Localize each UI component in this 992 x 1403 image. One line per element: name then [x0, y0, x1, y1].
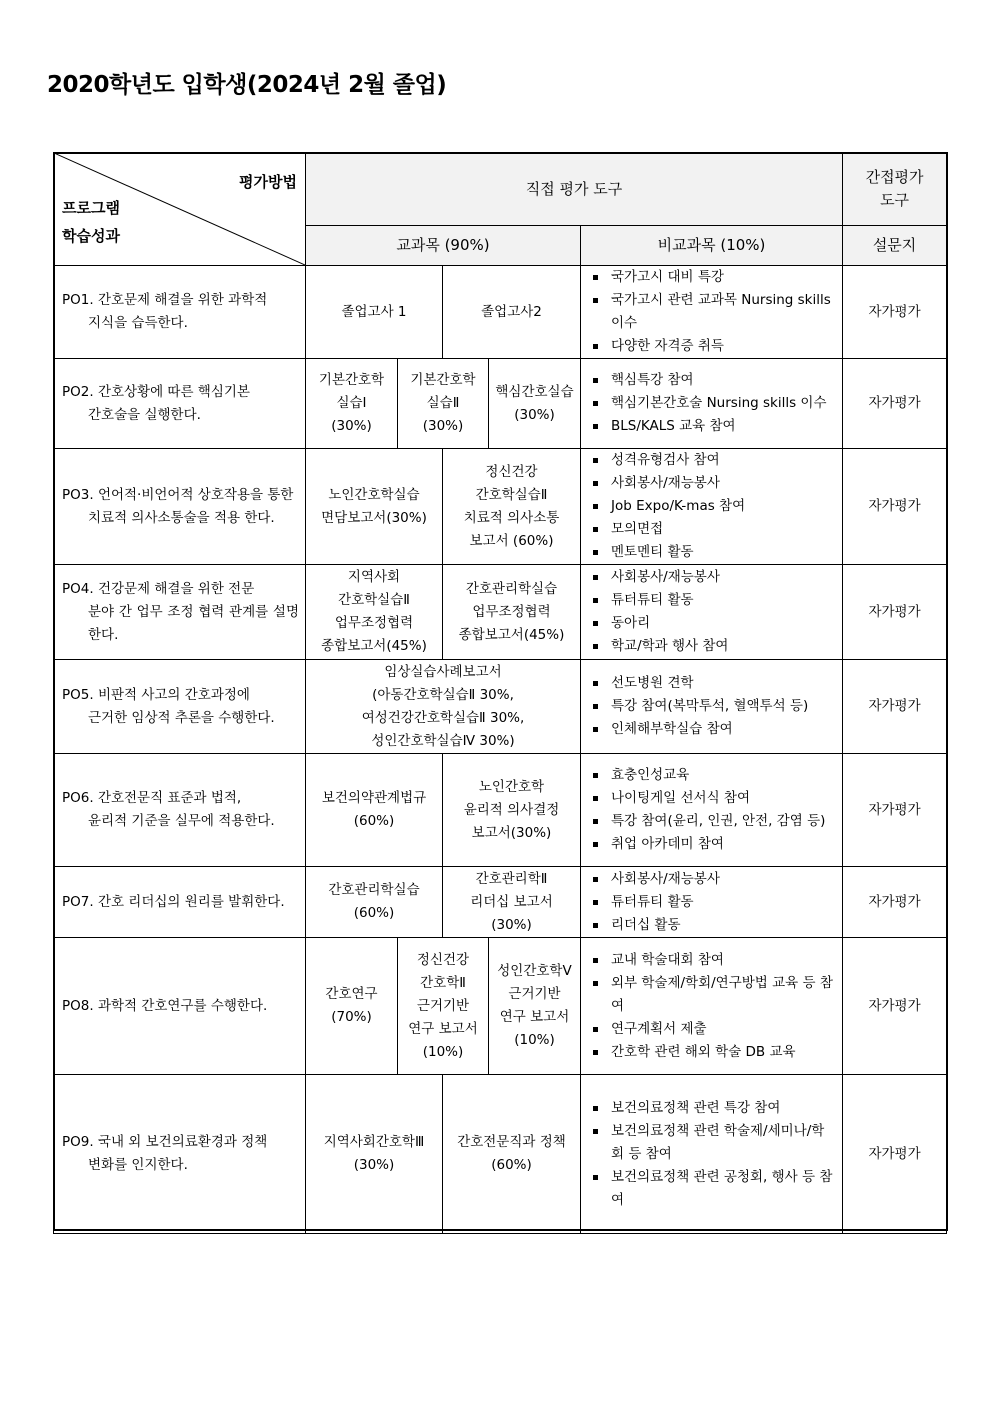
header-direct-tools: 직접 평가 도구	[306, 153, 843, 226]
course-cell: 간호관리학Ⅱ 리더십 보고서 (30%)	[443, 867, 581, 938]
list-item: 취업 아카데미 참여	[589, 833, 834, 856]
list-item: 핵심기본간호술 Nursing skills 이수	[589, 392, 834, 415]
course-cell: 간호관리학실습 (60%)	[306, 867, 443, 938]
noncourse-cell	[581, 266, 843, 359]
list-item: 멘토멘티 활동	[589, 541, 834, 564]
list-item: 사회봉사/재능봉사	[589, 868, 834, 891]
survey-cell: 자가평가	[843, 867, 947, 938]
course-cell: 성인간호학Ⅴ 근거기반 연구 보고서 (10%)	[489, 938, 581, 1075]
po-cell: PO3. 언어적·비언어적 상호작용을 통한 치료적 의사소통술을 적용 한다.	[54, 449, 306, 565]
noncourse-cell	[581, 754, 843, 867]
header-learning-outcome: 학습성과	[62, 227, 120, 245]
noncourse-cell	[581, 660, 843, 754]
list-item: 튜터튜티 활동	[589, 891, 834, 914]
header-indirect-tools: 간접평가 도구	[843, 153, 947, 226]
table-row	[54, 660, 947, 754]
list-item: 성격유형검사 참여	[589, 449, 834, 472]
list-item: 다양한 자격증 취득	[589, 335, 834, 358]
po-cell: PO2. 간호상황에 따른 핵심기본 간호술을 실행한다.	[54, 359, 306, 449]
header-eval-method: 평가방법	[239, 173, 297, 191]
list-item: 외부 학술제/학회/연구방법 교육 등 참여	[589, 972, 834, 1018]
header-noncourse: 비교과목 (10%)	[581, 226, 843, 266]
list-item: 간호학 관련 해외 학술 DB 교육	[589, 1041, 834, 1064]
list-item: 보건의료정책 관련 학술제/세미나/학회 등 참여	[589, 1120, 834, 1166]
survey-cell: 자가평가	[843, 938, 947, 1075]
po-cell: PO5. 비판적 사고의 간호과정에 근거한 임상적 추론을 수행한다.	[54, 660, 306, 754]
list-item: 교내 학술대회 참여	[589, 949, 834, 972]
list-item: 리더십 활동	[589, 914, 834, 937]
evaluation-table	[53, 152, 947, 1234]
list-item: 효충인성교육	[589, 764, 834, 787]
survey-cell: 자가평가	[843, 1075, 947, 1234]
survey-cell: 자가평가	[843, 660, 947, 754]
course-cell: 졸업고사2	[443, 266, 581, 359]
table-row	[54, 449, 947, 565]
noncourse-cell	[581, 359, 843, 449]
course-cell: 핵심간호실습 (30%)	[489, 359, 581, 449]
course-cell: 간호관리학실습 업무조정협력 종합보고서(45%)	[443, 565, 581, 660]
list-item: 인체해부학실습 참여	[589, 718, 834, 741]
list-item: 사회봉사/재능봉사	[589, 566, 834, 589]
po-cell: PO1. 간호문제 해결을 위한 과학적 지식을 습득한다.	[54, 266, 306, 359]
list-item: 핵심특강 참여	[589, 369, 834, 392]
list-item: 국가고시 대비 특강	[589, 266, 834, 289]
noncourse-cell	[581, 867, 843, 938]
survey-cell: 자가평가	[843, 359, 947, 449]
list-item: 동아리	[589, 612, 834, 635]
list-item: BLS/KALS 교육 참여	[589, 415, 834, 438]
table-row	[54, 938, 947, 1075]
table-row	[54, 867, 947, 938]
header-survey: 설문지	[843, 226, 947, 266]
course-cell: 간호연구 (70%)	[306, 938, 398, 1075]
noncourse-cell	[581, 565, 843, 660]
po-cell: PO6. 간호전문직 표준과 법적, 윤리적 기준을 실무에 적용한다.	[54, 754, 306, 867]
po-cell: PO8. 과학적 간호연구를 수행한다.	[54, 938, 306, 1075]
table-row	[54, 754, 947, 867]
list-item: 선도병원 견학	[589, 672, 834, 695]
list-item: 모의면접	[589, 518, 834, 541]
list-item: 특강 참여(윤리, 인권, 안전, 감염 등)	[589, 810, 834, 833]
table-row	[54, 565, 947, 660]
page-title: 2020학년도 입학생(2024년 2월 졸업)	[47, 72, 447, 98]
list-item: 보건의료정책 관련 공청회, 행사 등 참여	[589, 1166, 834, 1212]
header-course: 교과목 (90%)	[306, 226, 581, 266]
course-cell: 보건의약관계법규 (60%)	[306, 754, 443, 867]
po-cell: PO7. 간호 리더십의 원리를 발휘한다.	[54, 867, 306, 938]
course-cell: 기본간호학 실습Ⅰ (30%)	[306, 359, 398, 449]
list-item: 특강 참여(복막투석, 혈액투석 등)	[589, 695, 834, 718]
course-cell: 노인간호학실습 면담보고서(30%)	[306, 449, 443, 565]
table-row	[54, 266, 947, 359]
survey-cell: 자가평가	[843, 754, 947, 867]
po-cell: PO4. 건강문제 해결을 위한 전문 분야 간 업무 조정 협력 관계를 설명한다.	[54, 565, 306, 660]
course-cell: 간호전문직과 정책 (60%)	[443, 1075, 581, 1234]
list-item: 학교/학과 행사 참여	[589, 635, 834, 658]
table-row	[54, 1075, 947, 1234]
list-item: 보건의료정책 관련 특강 참여	[589, 1097, 834, 1120]
course-cell: 졸업고사 1	[306, 266, 443, 359]
noncourse-cell	[581, 449, 843, 565]
survey-cell: 자가평가	[843, 565, 947, 660]
noncourse-cell	[581, 938, 843, 1075]
diagonal-header-cell	[54, 153, 306, 266]
course-cell: 지역사회간호학Ⅲ (30%)	[306, 1075, 443, 1234]
list-item: 나이팅게일 선서식 참여	[589, 787, 834, 810]
course-cell: 지역사회 간호학실습Ⅱ 업무조정협력 종합보고서(45%)	[306, 565, 443, 660]
course-cell: 노인간호학 윤리적 의사결정 보고서(30%)	[443, 754, 581, 867]
course-cell: 임상실습사례보고서 (아동간호학실습Ⅱ 30%, 여성건강간호학실습Ⅱ 30%, 성인간호학실습Ⅳ 30%)	[306, 660, 581, 754]
noncourse-cell	[581, 1075, 843, 1234]
header-program: 프로그램	[62, 199, 120, 217]
survey-cell: 자가평가	[843, 449, 947, 565]
list-item: 연구계획서 제출	[589, 1018, 834, 1041]
course-cell: 정신건강 간호학Ⅱ 근거기반 연구 보고서 (10%)	[398, 938, 489, 1075]
table-row	[54, 359, 947, 449]
po-cell: PO9. 국내 외 보건의료환경과 정책 변화를 인지한다.	[54, 1075, 306, 1234]
course-cell: 정신건강 간호학실습Ⅱ 치료적 의사소통 보고서 (60%)	[443, 449, 581, 565]
list-item: Job Expo/K-mas 참여	[589, 495, 834, 518]
course-cell: 기본간호학 실습Ⅱ (30%)	[398, 359, 489, 449]
list-item: 사회봉사/재능봉사	[589, 472, 834, 495]
survey-cell: 자가평가	[843, 266, 947, 359]
list-item: 국가고시 관련 교과목 Nursing skills 이수	[589, 289, 834, 335]
list-item: 튜터튜티 활동	[589, 589, 834, 612]
